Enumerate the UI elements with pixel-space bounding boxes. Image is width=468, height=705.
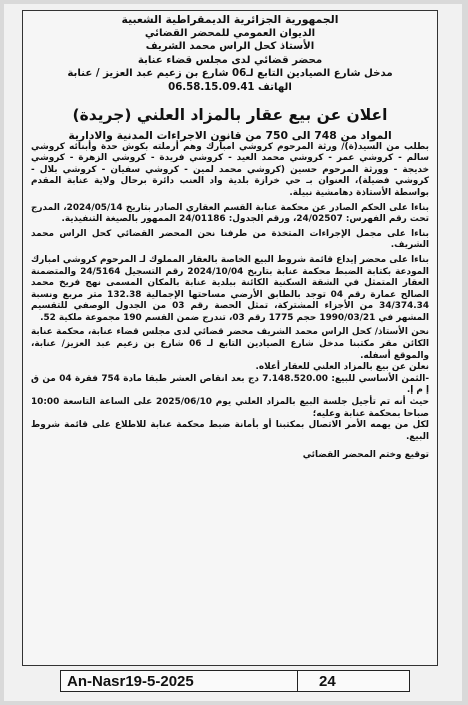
- page-number: 24: [319, 673, 336, 690]
- header-bailiff-name: الأستاذ كحل الراس محمد الشريف: [145, 41, 315, 53]
- notice-paragraph-bailiff: نحن الأستاذ/ كحل الراس محمد الشريف محضر قضائي لدى مجلس قضاء عنابة، محكمة عنابة الكائن مقر مكتبنا مدخل شارع الصيادين التابع لـ 06 شارع بن زعيم عبد العزيز/ عنابة، والموقع أسفله.: [31, 327, 429, 361]
- footer-divider: [297, 671, 298, 691]
- signature-line: توقيع وختم المحضر القضائي: [302, 450, 429, 461]
- newspaper-page: [4, 4, 462, 701]
- notice-paragraph-announcement: نعلن عن بيع بالمزاد العلني للعقار أعلاه.: [255, 362, 429, 373]
- legal-notice-box: [22, 10, 438, 666]
- header-republic: الجمهورية الجزائرية الديمقراطية الشعبية: [121, 13, 339, 26]
- header-address: مدخل شارع الصيادين التابع لـ06 شارع بن زعيم عبد العزيز / عنابة: [67, 68, 393, 80]
- notice-paragraph-procedures: بناءا على مجمل الإجراءات المتخذة من طرفنا نحن المحضر القضائي كحل الراس محمد الشريف.: [31, 228, 429, 251]
- issue-label: An-Nasr19-5-2025: [67, 673, 194, 690]
- notice-title: اعلان عن بيع عقار بالمزاد العلني (جريدة): [72, 105, 388, 124]
- notice-paragraph-session: حيث أنه تم تأجيل جلسة البيع بالمزاد العلني يوم 2025/06/10 على الساعة التاسعة 10:00 صباحا بمحكمة عنابة وعليه؛: [31, 397, 430, 419]
- notice-paragraph-property: بناءا على محضر إيداع قائمة شروط البيع الخاصة بالعقار المملوك لـ المرحوم كروشي امبارك المودعة بكتابة الضبط محكمة عنابة بتاريخ 2024/10/04 رقم التسجيل 24/5164 والمتضمنة العقار المتمثل في الشقة السكنية الكائنة ببلدية عنابة بالمكان المسمى نهج فريخ محمد الصالح عمارة رقم 04 توجد بالطابق الأرضي مساحتها الإجمالية 132.38 متر مربع ونسبة 34/374.34 من الأجزاء المشتركة، تمثل الحصة رقم 03 من الجدول الوصفي للتقسيم المشهر في 1990/03/21 حجم 1775 رقم 03، تندرج ضمن القسم 190 مجموعة ملكية 52.: [31, 254, 429, 323]
- notice-paragraph-price: -الثمن الأساسي للبيع: 7.148.520.00 دج بعد انقاص العشر طبقا مادة 754 فقرة 04 من ق إ م إ.: [31, 373, 429, 396]
- header-bailiff-title: محضر قضائي لدى مجلس قضاء عنابة: [137, 54, 323, 66]
- header-phone: الهاتف 06.58.15.09.41: [168, 81, 292, 93]
- page-footer: [60, 670, 410, 692]
- notice-paragraph-contact: لكل من يهمه الأمر الاتصال بمكتبنا أو بأمانة ضبط محكمة عنابة للاطلاع على قائمة شروط البيع.: [31, 420, 429, 442]
- notice-paragraph-requester: بطلب من السيد(ة)/ ورثة المرحوم كروشي امبارك وهم أرملته بكوش حدة وأبنائه كروشي سالم - كروشي عمر - كروشي محمد العيد - كروشي فريدة - كروشي الزهرة - كروشي خديجة - وورثة المرحوم حسين (كروشي محمد لمين - كروشي سفيان - كروشي بلال - كروشي فضيلة)، العنوان بـ حي خرازة بلدية واد العنب دائرة برحال ولاية عنابة المقدم بواسطة الأستاذة دهامشية نبيلة.: [31, 141, 429, 198]
- notice-paragraph-judgment: بناءا على الحكم الصادر عن محكمة عنابة القسم العقاري الصادر بتاريخ 2024/05/14، المدرج تحت رقم الفهرس: 24/02507، ورقم الجدول: 24/01186 الممهور بالصيغة التنفيذية.: [31, 202, 429, 225]
- header-office: الديوان العمومي للمحضر القضائي: [144, 27, 316, 39]
- notice-legal-basis: المواد من 748 الى 750 من قانون الاجراءات المدنية والادارية: [68, 128, 392, 142]
